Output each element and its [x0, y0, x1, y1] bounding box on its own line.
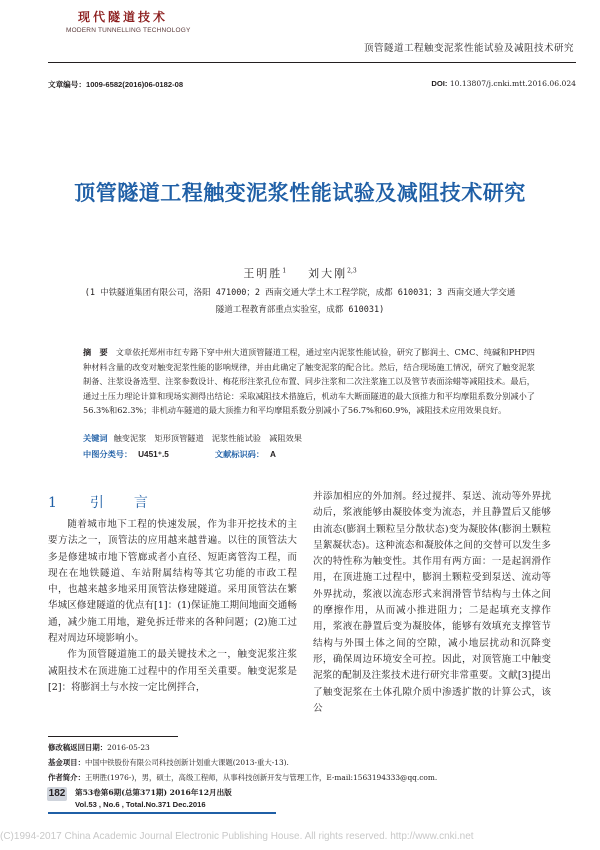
author-2-affil: 2,3 — [347, 267, 357, 275]
classification — [83, 449, 276, 460]
copyright-watermark: (C)1994-2017 China Academic Journal Electronic Publishing House. All rights reserved. http://www.cnki.net — [0, 831, 474, 842]
author-1: 王明胜 — [243, 267, 283, 280]
abstract-label: 摘 要 — [83, 347, 108, 357]
footnotes — [48, 740, 437, 785]
paragraph: 并添加相应的外加剂。经过搅拌、泵送、流动等外界扰动后，浆液能够由凝胶体变为流态，并且静置后又能够由流态(膨润土颗粒呈分散状态)变为凝胶体(膨润土颗粒呈絮凝状态)。这种流态和凝胶体之间的交替可以发生多次的特性称为触变性。其作用有两方面：一是起润滑作用，在顶进施工过程中，膨润土颗粒受到泵送、流动等外界扰动，浆液以流态形式来润滑管节结构与土体之间的摩擦作用，从而减小推进阻力；二是起填充支撑作用，浆液在静置后变为凝胶体，能够有效填充支撑管节结构与外围土体之间的空隙，减小地层扰动和沉降变形，确保周边环境安全可控。因此，对顶管施工中触变泥浆的配制及注浆技术进行研究非常重要。文献[3]提出了触变泥浆在土体孔隙介质中渗透扩散的计算公式，该公 — [313, 491, 551, 714]
footnote-divider — [48, 736, 178, 737]
journal-logo-cn: 现代隧道技术 — [78, 10, 169, 24]
author-bio-label: 作者简介： — [48, 773, 85, 782]
footer-accent-bar — [48, 812, 276, 814]
fund-text: 中国中铁股份有限公司科技创新计划重大课题(2013-重大-13). — [84, 758, 289, 767]
author-2: 刘大刚 — [308, 267, 348, 280]
article-number-label: 文章编号： — [48, 80, 86, 89]
paragraph: 随着城市地下工程的快速发展，作为非开挖技术的主要方法之一，顶管法的应用越来越普遍。以往的顶管法大多是修建城市地下管廊或者小直径、短距离管沟工程，而现在在地铁隧道、车站附属结构等其它功能的市政工程中，也越来越多地采用顶管法修建隧道。采用顶管法在繁华城区修建隧道的优点有[1]：(1)保证施工期间地面交通畅通，减少施工用地，避免拆迁带来的各种问题；(2)施工过程对周边环境影响小。 — [48, 519, 297, 645]
keywords-label: 关键词 — [83, 433, 108, 443]
keywords — [83, 433, 302, 444]
article-number — [48, 79, 183, 90]
journal-logo-en: MODERN TUNNELLING TECHNOLOGY — [66, 27, 191, 34]
doc-code-label: 文献标识码： — [214, 449, 265, 459]
keywords-text: 触变泥浆 矩形顶管隧道 泥浆性能试验 减阻效果 — [113, 433, 302, 443]
affiliation-line-2: 隧道工程教育部重点实验室，成都 610031) — [215, 305, 385, 315]
running-title: 顶管隧道工程触变泥浆性能试验及减阻技术研究 — [363, 43, 574, 54]
clc-label: 中图分类号： — [83, 449, 133, 459]
abstract-text: 文章依托郑州市红专路下穿中州大道顶管隧道工程，通过室内泥浆性能试验，研究了膨润土、CMC、纯碱和PHP四种材料含量的改变对触变泥浆性能的影响规律，并由此确定了触变泥浆的配合比。然后，结合现场施工情况，研究了触变泥浆制备、注浆设备选型、注浆参数设计、梅花形注浆孔位布置、同步注浆和二次注浆施工以及管节表面涂蜡等减阻技术。最后，通过土压力理论计算和现场实测得出结论：采取减阻技术措施后，机动车大断面隧道的最大顶推力和平均摩阻系数分别减小了56.3%和62.3%；非机动车隧道的最大顶推力和平均摩阻系数分别减小了56.7%和60.9%，减阻技术应用效果良好。 — [83, 347, 535, 416]
body-column-left — [48, 517, 297, 696]
section-title: 引 言 — [89, 495, 156, 511]
page-number: 182 — [48, 788, 66, 799]
doi — [431, 79, 576, 88]
revised-label: 修改稿返回日期： — [48, 743, 108, 752]
footnote-author — [48, 770, 437, 785]
footnote-fund — [48, 755, 437, 770]
header-divider — [48, 62, 576, 63]
volume-info-cn: 第53卷第6期(总第371期) 2016年12月出版 — [75, 788, 232, 797]
affiliation-line-1: (1 中铁隧道集团有限公司，洛阳 471000；2 西南交通大学土木工程学院，成都 610031；3 西南交通大学交通 — [84, 288, 516, 298]
author-1-affil: 1 — [282, 267, 287, 275]
abstract — [83, 345, 535, 418]
volume-info-en: Vol.53 , No.6 , Total.No.371 Dec.2016 — [75, 800, 206, 809]
section-heading — [48, 492, 156, 512]
doc-code-value: A — [270, 450, 276, 459]
article-number-value: 1009-6582(2016)06-0182-08 — [85, 80, 184, 89]
revised-date: 2016-05-23 — [107, 743, 150, 752]
clc-value: U451⁺.5 — [138, 450, 169, 459]
body-column-right — [313, 489, 551, 717]
fund-label: 基金项目： — [48, 758, 85, 767]
section-number: 1 — [48, 495, 65, 511]
article-title: 顶管隧道工程触变泥浆性能试验及减阻技术研究 — [74, 180, 526, 205]
affiliations — [70, 285, 530, 319]
footnote-revised — [48, 740, 437, 755]
author-bio-text: 王明胜(1976-)，男，硕士，高级工程师，从事科技创新开发与管理工作，E-mail:1563194333@qq.com. — [84, 773, 438, 782]
doi-label: DOI: — [431, 79, 448, 88]
authors — [0, 265, 600, 281]
paragraph: 作为顶管隧道施工的最关键技术之一，触变泥浆注浆减阻技术在顶进施工过程中的作用至关重要。触变泥浆是[2]：将膨润土与水按一定比例拌合， — [48, 649, 297, 693]
doi-value: 10.13807/j.cnki.mtt.2016.06.024 — [449, 79, 576, 88]
